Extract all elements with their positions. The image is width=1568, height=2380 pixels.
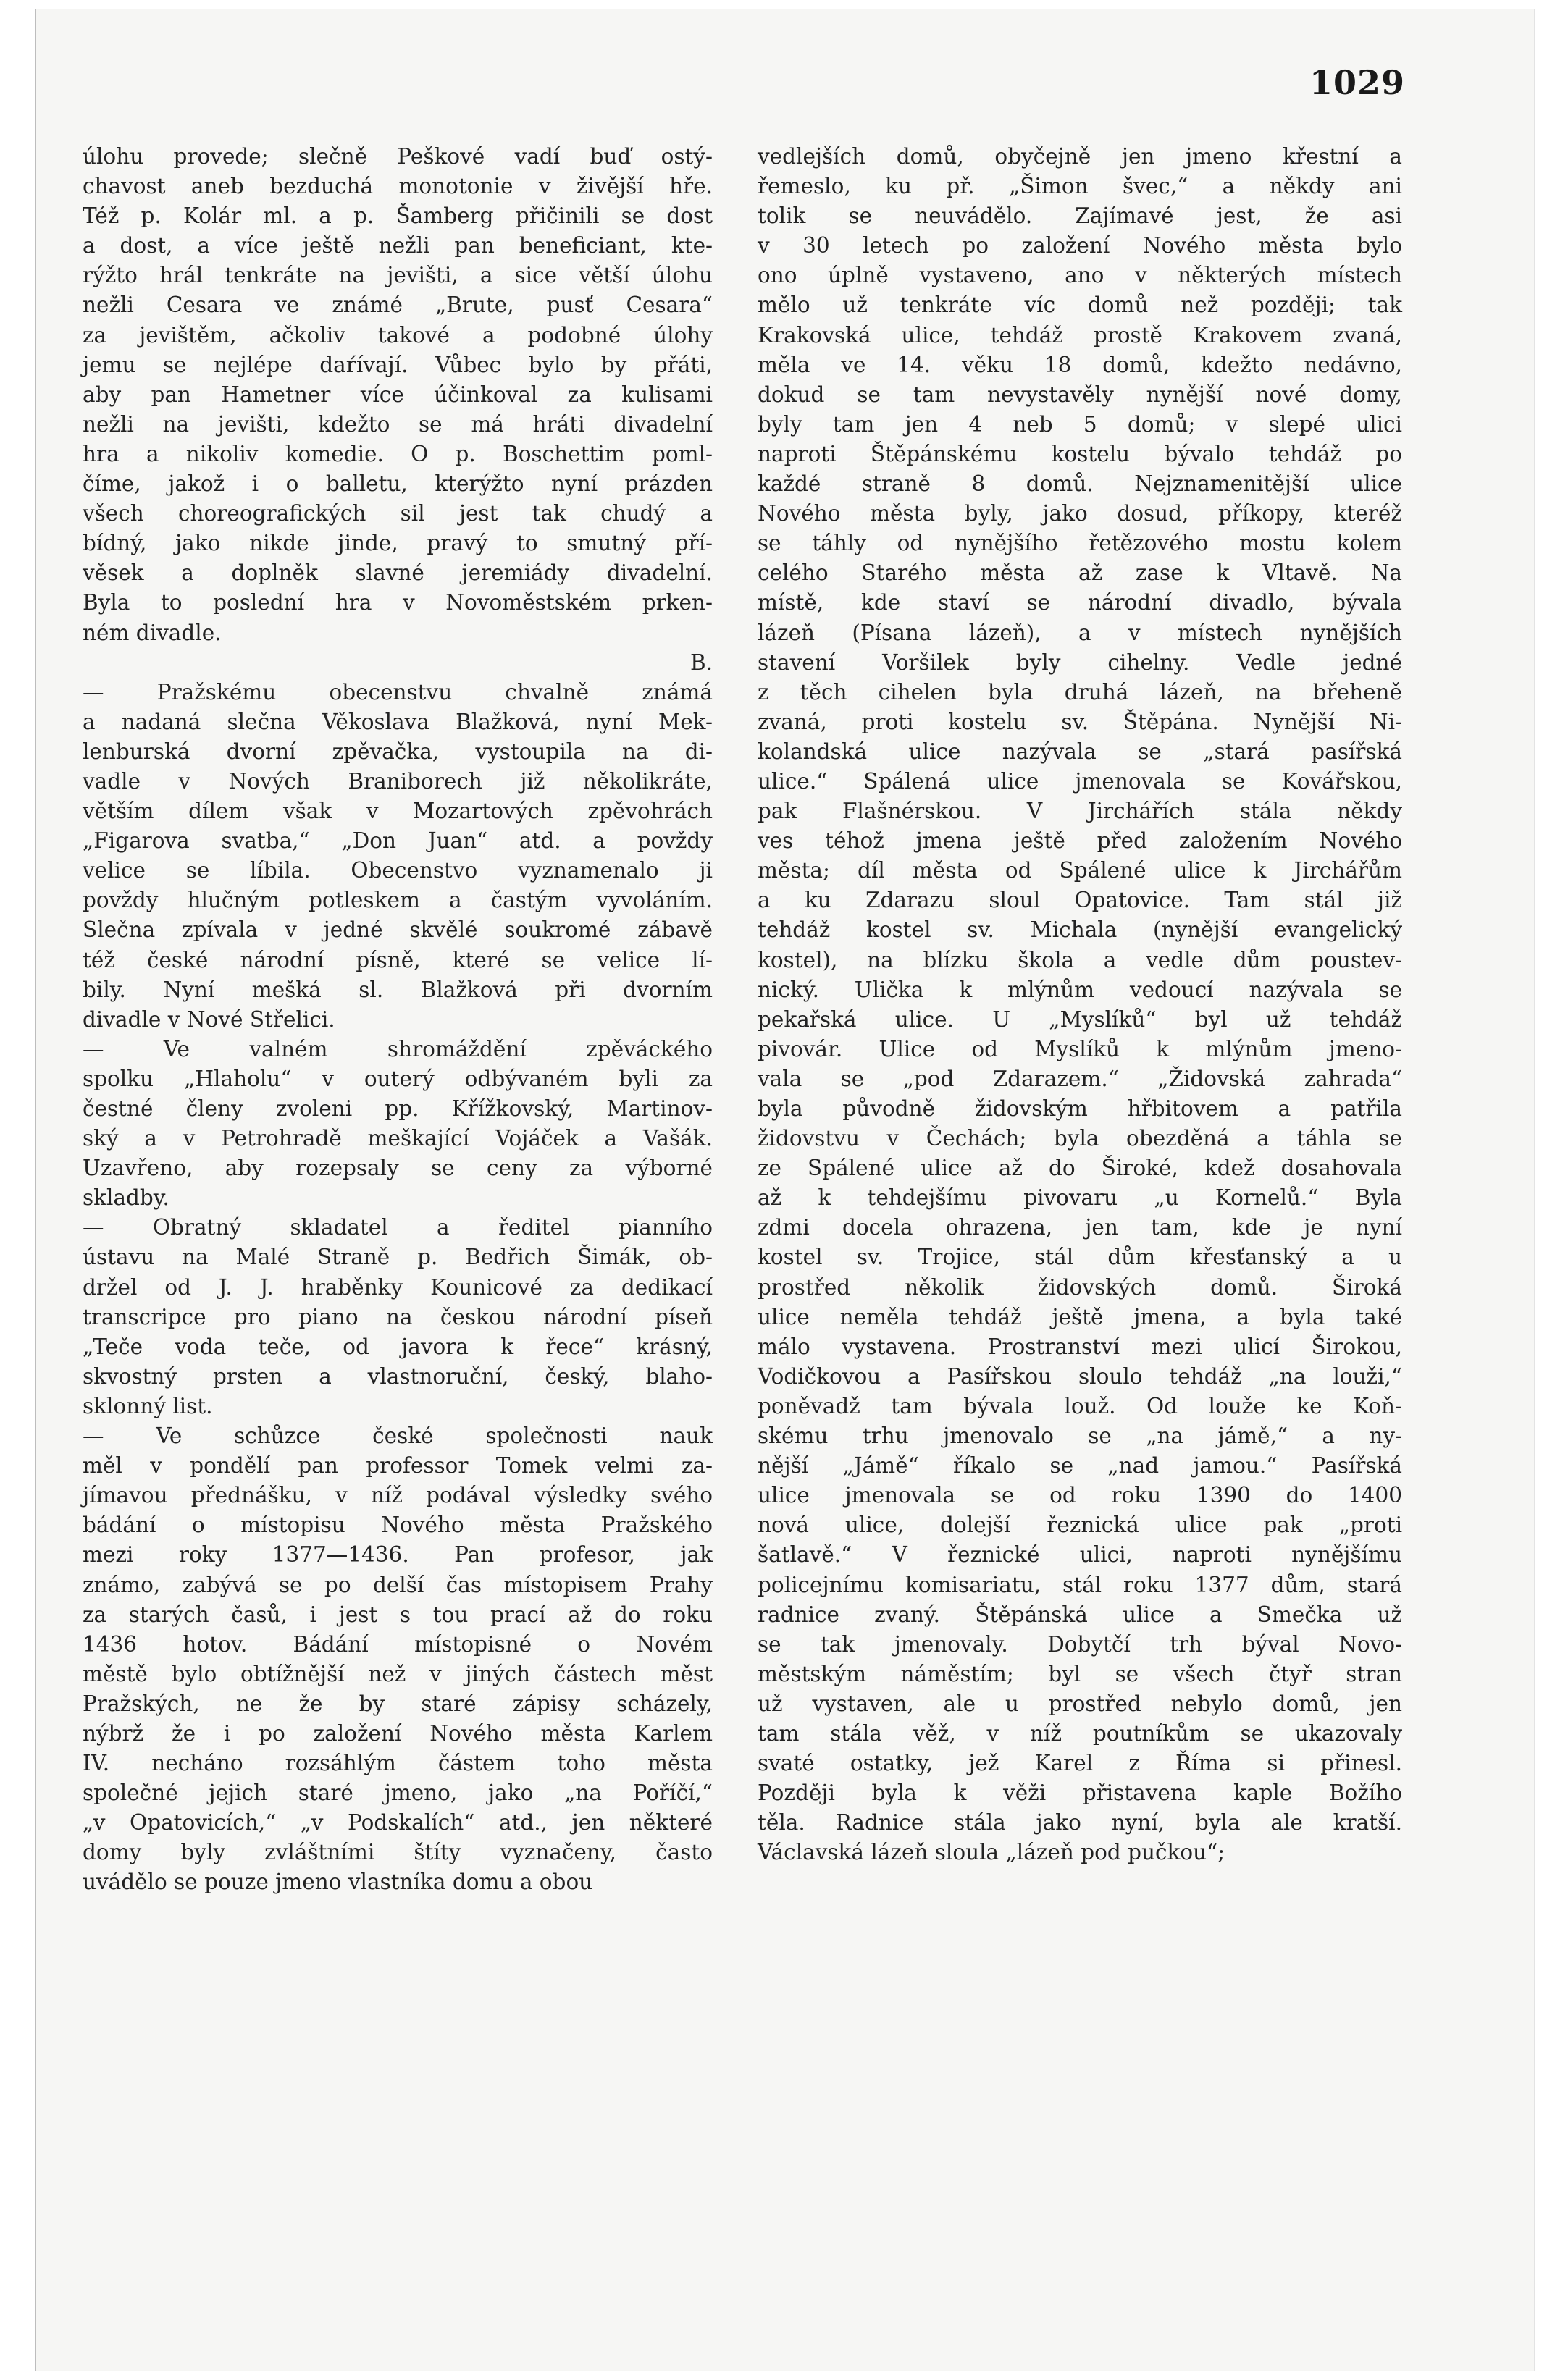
text-line: pekařská ulice. U „Myslíků“ byl už tehdáž [758, 1006, 1402, 1032]
text-line: Václavská lázeň sloula „lázeň pod pučkou“; [758, 1840, 1225, 1865]
text-line: v 30 letech po založení Nového města bylo [758, 233, 1402, 258]
text-line: hra a nikoliv komedie. O p. Boschettim poml- [83, 441, 713, 466]
text-line: 1436 hotov. Bádání místopisné o Novém [83, 1631, 713, 1657]
text-line: ulice.“ Spálená ulice jmenovala se Kovářskou, [758, 768, 1402, 794]
text-line: držel od J. J. hraběnky Kounicové za dedikací [83, 1274, 713, 1300]
text-line: nežli Cesara ve známé „Brute, pusť Cesara“ [83, 293, 713, 318]
text-line: těla. Radnice stála jako nyní, byla ale kratší. [758, 1810, 1402, 1836]
text-line: Pražských, ne že by staré zápisy scházely, [83, 1691, 713, 1716]
text-line: Slečna zpívala v jedné skvělé soukromé zábavě [83, 917, 713, 943]
text-line: nýbrž že i po založení Nového města Karlem [83, 1720, 713, 1746]
text-line: Vodičkovou a Pasířskou sloulo tehdáž „na louži,“ [758, 1363, 1402, 1389]
text-line: ném divadle. [83, 620, 222, 645]
text-line: kolandská ulice nazývala se „stará pasířská [758, 739, 1402, 764]
text-line: skvostný prsten a vlastnoruční, český, blaho- [83, 1363, 713, 1389]
text-line: — Ve schůzce české společnosti nauk [83, 1424, 713, 1449]
text-line: svaté ostatky, jež Karel z Říma si přinesl. [758, 1751, 1402, 1776]
text-line: naproti Štěpánskému kostelu bývalo tehdáž po [758, 441, 1402, 466]
text-line: úlohu provede; slečně Peškové vadí buď ostý- [83, 144, 713, 169]
text-line: čestné členy zvoleni pp. Křížkovský, Martinov- [83, 1096, 713, 1121]
text-line: ono úplně vystaveno, ano v některých místech [758, 263, 1402, 288]
text-line: tehdáž kostel sv. Michala (nynější evangelický [758, 917, 1402, 943]
text-line: mělo už tenkráte víc domů než později; tak [758, 293, 1402, 318]
text-line: bily. Nyní mešká sl. Blažková při dvorním [83, 977, 713, 1002]
text-line: skému trhu jmenovalo se „na jámě,“ a ny- [758, 1424, 1402, 1449]
text-line: a dost, a více ještě nežli pan beneficiant, kte- [83, 233, 713, 258]
text-line: — Obratný skladatel a ředitel pianního [83, 1215, 713, 1240]
text-line: nický. Ulička k mlýnům vedoucí nazývala se [758, 977, 1402, 1002]
text-line: už vystaven, ale u prostřed nebylo domů, jen [758, 1691, 1402, 1716]
text-line: ústavu na Malé Straně p. Bedřich Šimák, ob- [83, 1245, 713, 1270]
text-line: bádání o místopisu Nového města Pražského [83, 1513, 713, 1538]
text-line: Krakovská ulice, tehdáž prostě Krakovem zvaná, [758, 322, 1402, 348]
text-line: stavení Voršilek byly cihelny. Vedle jedné [758, 649, 1402, 675]
text-line: za jevištěm, ačkoliv takové a podobné úlohy [83, 322, 713, 348]
text-line: byla původně židovským hřbitovem a patřila [758, 1096, 1402, 1121]
text-line: měl v pondělí pan professor Tomek velmi za- [83, 1453, 713, 1479]
text-line: nová ulice, dolejší řeznická ulice pak „proti [758, 1513, 1402, 1538]
text-line: větším dílem však v Mozartových zpěvohrách [83, 799, 713, 824]
text-line: málo vystavena. Prostranství mezi ulicí Širokou, [758, 1334, 1402, 1359]
text-line: mezi roky 1377—1436. Pan profesor, jak [83, 1542, 713, 1568]
text-line: městě bylo obtížnější než v jiných částech měst [83, 1661, 713, 1686]
text-line: nější „Jámě“ říkalo se „nad jamou.“ Pasířská [758, 1453, 1402, 1479]
text-line: sklonný list. [83, 1393, 213, 1418]
text-line: známo, zabývá se po delší čas místopisem Prahy [83, 1572, 713, 1597]
text-line: celého Starého města až zase k Vltavě. Na [758, 560, 1402, 586]
text-line: věsek a doplněk slavné jeremiády divadelní. [83, 560, 713, 586]
text-line: domy byly zvláštními štíty vyznačeny, často [83, 1840, 713, 1865]
text-line: — Ve valném shromáždění zpěváckého [83, 1036, 713, 1061]
text-line: aby pan Hametner více účinkoval za kulisami [83, 382, 713, 407]
text-line: Též p. Kolár ml. a p. Šamberg přičinili se dost [83, 203, 713, 229]
text-line: všech choreografických sil jest tak chudý a [83, 501, 713, 526]
left-column [83, 142, 713, 1898]
text-line: ves téhož jmena ještě před založením Nového [758, 828, 1402, 854]
text-line: velice se líbila. Obecenstvo vyznamenalo ji [83, 858, 713, 883]
text-line: uvádělo se pouze jmeno vlastníka domu a obou [83, 1870, 593, 1895]
text-line: lázeň (Písana lázeň), a v místech nynějších [758, 620, 1402, 645]
text-line: prostřed několik židovských domů. Široká [758, 1274, 1402, 1300]
text-line: za starých časů, i jest s tou prací až do roku [83, 1602, 713, 1627]
text-line: rýžto hrál tenkráte na jevišti, a sice větší úlohu [83, 263, 713, 288]
text-line: městským náměstím; byl se všech čtyř stran [758, 1661, 1402, 1686]
text-line: Byla to poslední hra v Novoměstském prken- [83, 590, 713, 615]
text-line: skladby. [83, 1185, 169, 1211]
text-line: se táhly od nynějšího řetězového mostu kolem [758, 531, 1402, 556]
text-line: kostel), na blízku škola a vedle dům poustev- [758, 947, 1402, 972]
text-line: též české národní písně, které se velice lí- [83, 947, 713, 972]
text-line: tam stála věž, v níž poutníkům se ukazovaly [758, 1720, 1402, 1746]
text-line: B. [689, 649, 713, 675]
text-line: vedlejších domů, obyčejně jen jmeno křestní a [758, 144, 1402, 169]
text-line: vala se „pod Zdarazem.“ „Židovská zahrada“ [758, 1066, 1402, 1091]
text-line: chavost aneb bezduchá monotonie v živější hře. [83, 174, 713, 199]
text-line: z těch cihelen byla druhá lázeň, na břeheně [758, 679, 1402, 705]
text-line: poněvadž tam bývala louž. Od louže ke Koň- [758, 1393, 1402, 1418]
text-line: se tak jmenovaly. Dobytčí trh býval Novo- [758, 1631, 1402, 1657]
text-line: Nového města byly, jako dosud, příkopy, kteréž [758, 501, 1402, 526]
text-line: vadle v Nových Braniborech již několikráte, [83, 768, 713, 794]
text-line: až k tehdejšímu pivovaru „u Kornelů.“ Byla [758, 1185, 1402, 1211]
text-line: Později byla k věži přistavena kaple Božího [758, 1780, 1402, 1806]
text-line: nežli na jevišti, kdežto se má hráti divadelní [83, 411, 713, 437]
text-line: místě, kde staví se národní divadlo, bývala [758, 590, 1402, 615]
text-line: ský a v Petrohradě meškající Vojáček a Vašák. [83, 1126, 713, 1151]
text-line: Uzavřeno, aby rozepsaly se ceny za výborné [83, 1156, 713, 1181]
text-line: policejnímu komisariatu, stál roku 1377 dům, stará [758, 1572, 1402, 1597]
text-line: jímavou přednášku, v níž podával výsledky svého [83, 1483, 713, 1508]
text-line: „Figarova svatba,“ „Don Juan“ atd. a povždy [83, 828, 713, 854]
text-line: IV. necháno rozsáhlým částem toho města [83, 1751, 713, 1776]
text-line: „v Opatovicích,“ „v Podskalích“ atd., jen některé [83, 1810, 713, 1836]
text-line: společné jejich staré jmeno, jako „na Poříčí,“ [83, 1780, 713, 1806]
text-line: každé straně 8 domů. Nejznamenitější ulice [758, 471, 1402, 497]
text-line: radnice zvaný. Štěpánská ulice a Smečka už [758, 1602, 1402, 1627]
text-line: a nadaná slečna Věkoslava Blažková, nyní Mek- [83, 709, 713, 734]
text-line: pivovár. Ulice od Myslíků k mlýnům jmeno- [758, 1036, 1402, 1061]
text-line: „Teče voda teče, od javora k řece“ krásný, [83, 1334, 713, 1359]
text-line: řemeslo, ku př. „Šimon švec,“ a někdy ani [758, 174, 1402, 199]
text-line: jemu se nejlépe daŕívají. Vůbec bylo by přáti, [83, 352, 713, 377]
text-line: — Pražskému obecenstvu chvalně známá [83, 679, 713, 705]
text-line: ze Spálené ulice až do Široké, kdež dosahovala [758, 1156, 1402, 1181]
text-line: měla ve 14. věku 18 domů, kdežto nedávno, [758, 352, 1402, 377]
text-line: bídný, jako nikde jinde, pravý to smutný pří- [83, 531, 713, 556]
right-column [758, 142, 1402, 1867]
text-line: a ku Zdarazu sloul Opatovice. Tam stál již [758, 888, 1402, 913]
text-line: pak Flašnérskou. V Jirchářích stála někdy [758, 799, 1402, 824]
text-line: spolku „Hlaholu“ v outerý odbývaném byli za [83, 1066, 713, 1091]
text-line: transcripce pro piano na českou národní píseň [83, 1304, 713, 1329]
text-line: číme, jakož i o balletu, kterýžto nyní prázden [83, 471, 713, 497]
text-line: města; díl města od Spálené ulice k Jirchářům [758, 858, 1402, 883]
text-line: ulice neměla tehdáž ještě jmena, a byla také [758, 1304, 1402, 1329]
text-line: lenburská dvorní zpěvačka, vystoupila na di- [83, 739, 713, 764]
page-number: 1029 [1309, 63, 1406, 102]
text-line: dokud se tam nevystavěly nynější nové domy, [758, 382, 1402, 407]
text-line: byly tam jen 4 neb 5 domů; v slepé ulici [758, 411, 1402, 437]
text-line: ulice jmenovala se od roku 1390 do 1400 [758, 1483, 1402, 1508]
text-line: šatlavě.“ V řeznické ulici, naproti nynějšímu [758, 1542, 1402, 1568]
text-line: židovstvu v Čechách; byla obezděná a táhla se [758, 1126, 1402, 1151]
text-line: povždy hlučným potleskem a častým vyvoláním. [83, 888, 713, 913]
text-line: tolik se neuvádělo. Zajímavé jest, že asi [758, 203, 1402, 229]
text-line: kostel sv. Trojice, stál dům křesťanský a u [758, 1245, 1402, 1270]
text-line: zdmi docela ohrazena, jen tam, kde je nyní [758, 1215, 1402, 1240]
text-line: zvaná, proti kostelu sv. Štěpána. Nynější Ni- [758, 709, 1402, 734]
text-line: divadle v Nové Střelici. [83, 1006, 335, 1032]
